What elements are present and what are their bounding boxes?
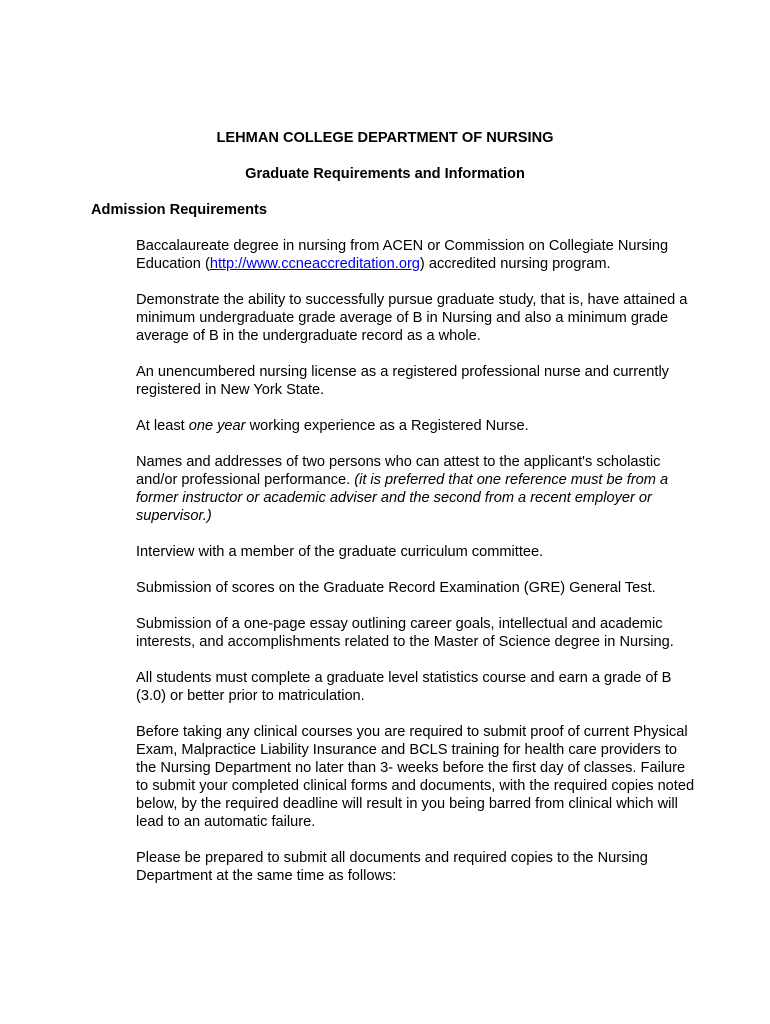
requirement-baccalaureate <box>136 237 696 273</box>
ccne-accreditation-link[interactable]: http://www.ccneaccreditation.org <box>209 256 420 272</box>
department-title: LEHMAN COLLEGE DEPARTMENT OF NURSING <box>216 130 554 146</box>
requirements-list <box>136 237 696 903</box>
emphasis-text: (it is preferred that one reference must be from a former instructor or academic adviser and the second from a recent employer or supervisor.) <box>136 472 669 524</box>
admission-requirements-heading: Admission Requirements <box>91 202 267 218</box>
requirement-grade-average: Demonstrate the ability to successfully pursue graduate study, that is, have attained a minimum undergraduate grade average of B in Nursing and also a minimum grade average of B in the undergraduate record as a whole. <box>136 292 688 344</box>
requirement-interview: Interview with a member of the graduate curriculum committee. <box>136 544 544 560</box>
requirement-gre-scores: Submission of scores on the Graduate Record Examination (GRE) General Test. <box>136 580 656 596</box>
requirement-statistics: All students must complete a graduate level statistics course and earn a grade of B (3.0) or better prior to matriculation. <box>136 670 672 704</box>
requirement-clinical-documents: Before taking any clinical courses you are required to submit proof of current Physical Exam, Malpractice Liability Insurance and BCLS training for health care providers to the Nursing Department no later than 3- weeks before the first day of classes. Failure to submit your completed clinical forms and documents, with the required copies noted below, by the required deadline will result in you being barred from clinical which will lead to an automatic failure. <box>136 724 695 830</box>
emphasis-text: one year <box>188 418 246 434</box>
requirement-nursing-license: An unencumbered nursing license as a registered professional nurse and currently registered in New York State. <box>136 364 669 398</box>
requirement-work-experience <box>136 417 696 435</box>
requirement-text: Baccalaureate degree in nursing from ACEN or Commission on Collegiate Nursing Education ( <box>136 238 669 272</box>
document-subtitle: Graduate Requirements and Information <box>245 166 525 182</box>
requirement-essay: Submission of a one-page essay outlining career goals, intellectual and academic interests, and accomplishments related to the Master of Science degree in Nursing. <box>136 616 674 650</box>
requirement-text: ) accredited nursing program. <box>419 256 611 272</box>
requirement-references <box>136 453 696 525</box>
requirement-text: Names and addresses of two persons who can attest to the applicant's scholastic and/or professional performance. <box>136 454 661 488</box>
requirement-text: At least <box>136 418 189 434</box>
requirement-submission-instructions: Please be prepared to submit all documents and required copies to the Nursing Department at the same time as follows: <box>136 850 648 884</box>
requirement-text: working experience as a Registered Nurse. <box>245 418 529 434</box>
